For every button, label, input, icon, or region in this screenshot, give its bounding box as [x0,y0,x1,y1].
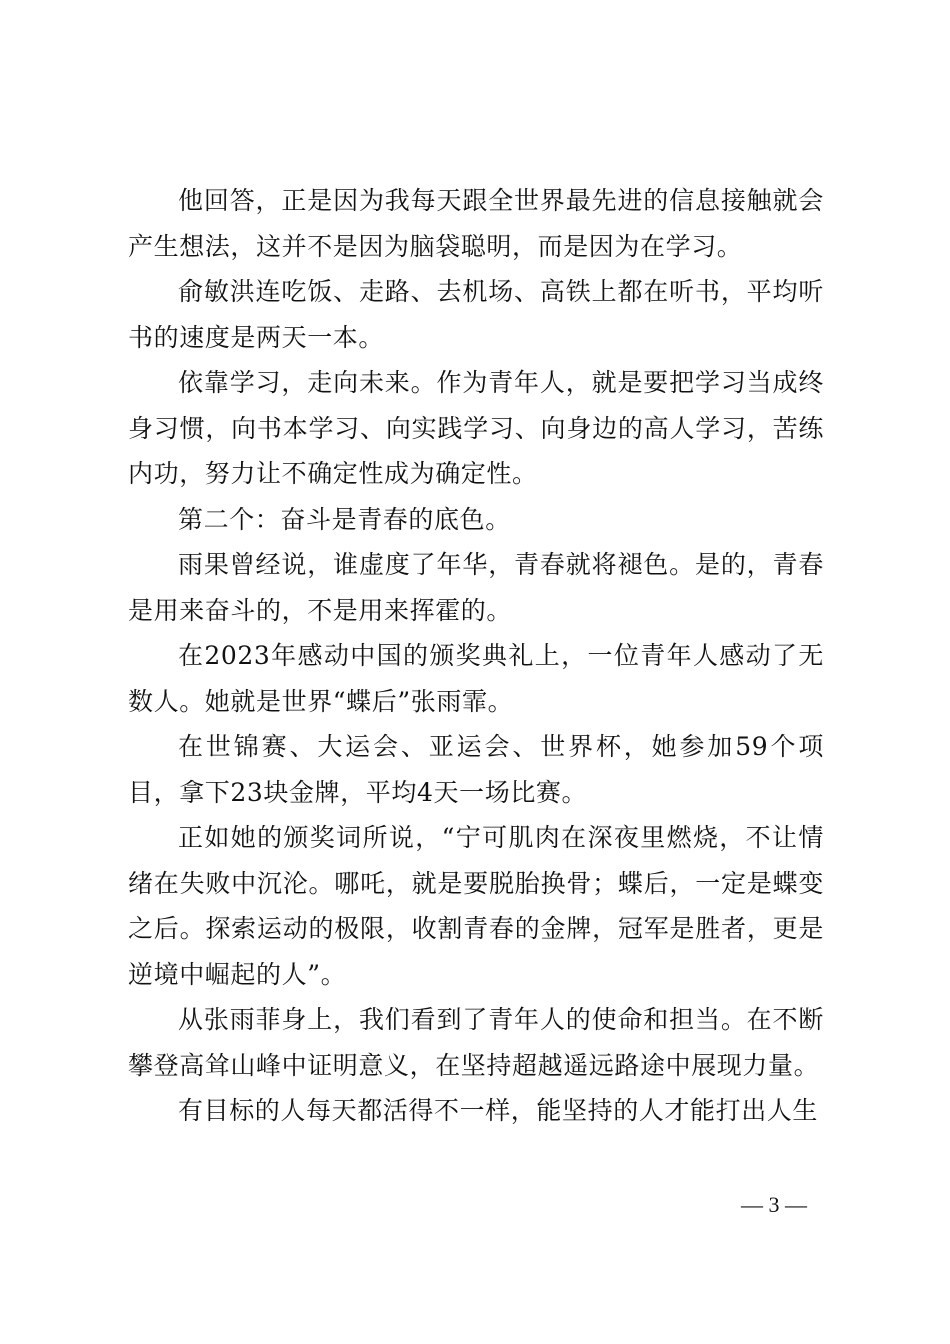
paragraph-2: 俞敏洪连吃饭、走路、去机场、高铁上都在听书，平均听书的速度是两天一本。 [128,277,824,352]
paragraph-7: 在世锦赛、大运会、亚运会、世界杯，她参加59个项目，拿下23块金牌，平均4天一场比赛。 [128,732,824,807]
paragraph-1: 他回答，正是因为我每天跟全世界最先进的信息接触就会产生想法，这并不是因为脑袋聪明，而是因为在学习。 [128,186,824,261]
paragraph-5: 雨果曾经说，谁虚度了年华，青春就将褪色。是的，青春是用来奋斗的，不是用来挥霍的。 [128,550,824,625]
section-heading: 第二个：奋斗是青春的底色。 [178,504,511,534]
paragraph-6: 在2023年感动中国的颁奖典礼上，一位青年人感动了无数人。她就是世界“蝶后”张雨霏。 [128,641,824,716]
paragraph-10: 有目标的人每天都活得不一样，能坚持的人才能打出人生 [178,1096,819,1125]
paragraph-8: 正如她的颁奖词所说，“宁可肌肉在深夜里燃烧，不让情绪在失败中沉沦。哪吒，就是要脱胎换骨；蝶后，一定是蝶变之后。探索运动的极限，收割青春的金牌，冠军是胜者，更是逆境中崛起的人”。 [128,823,824,989]
paragraph-9: 从张雨菲身上，我们看到了青年人的使命和担当。在不断攀登高耸山峰中证明意义，在坚持超越遥远路途中展现力量。 [128,1005,824,1080]
paragraph-3: 依靠学习，走向未来。作为青年人，就是要把学习当成终身习惯，向书本学习、向实践学习、向身边的高人学习，苦练内功，努力让不确定性成为确定性。 [128,368,824,488]
document-body [128,178,824,1134]
page-number: — 3 — [741,1192,807,1217]
